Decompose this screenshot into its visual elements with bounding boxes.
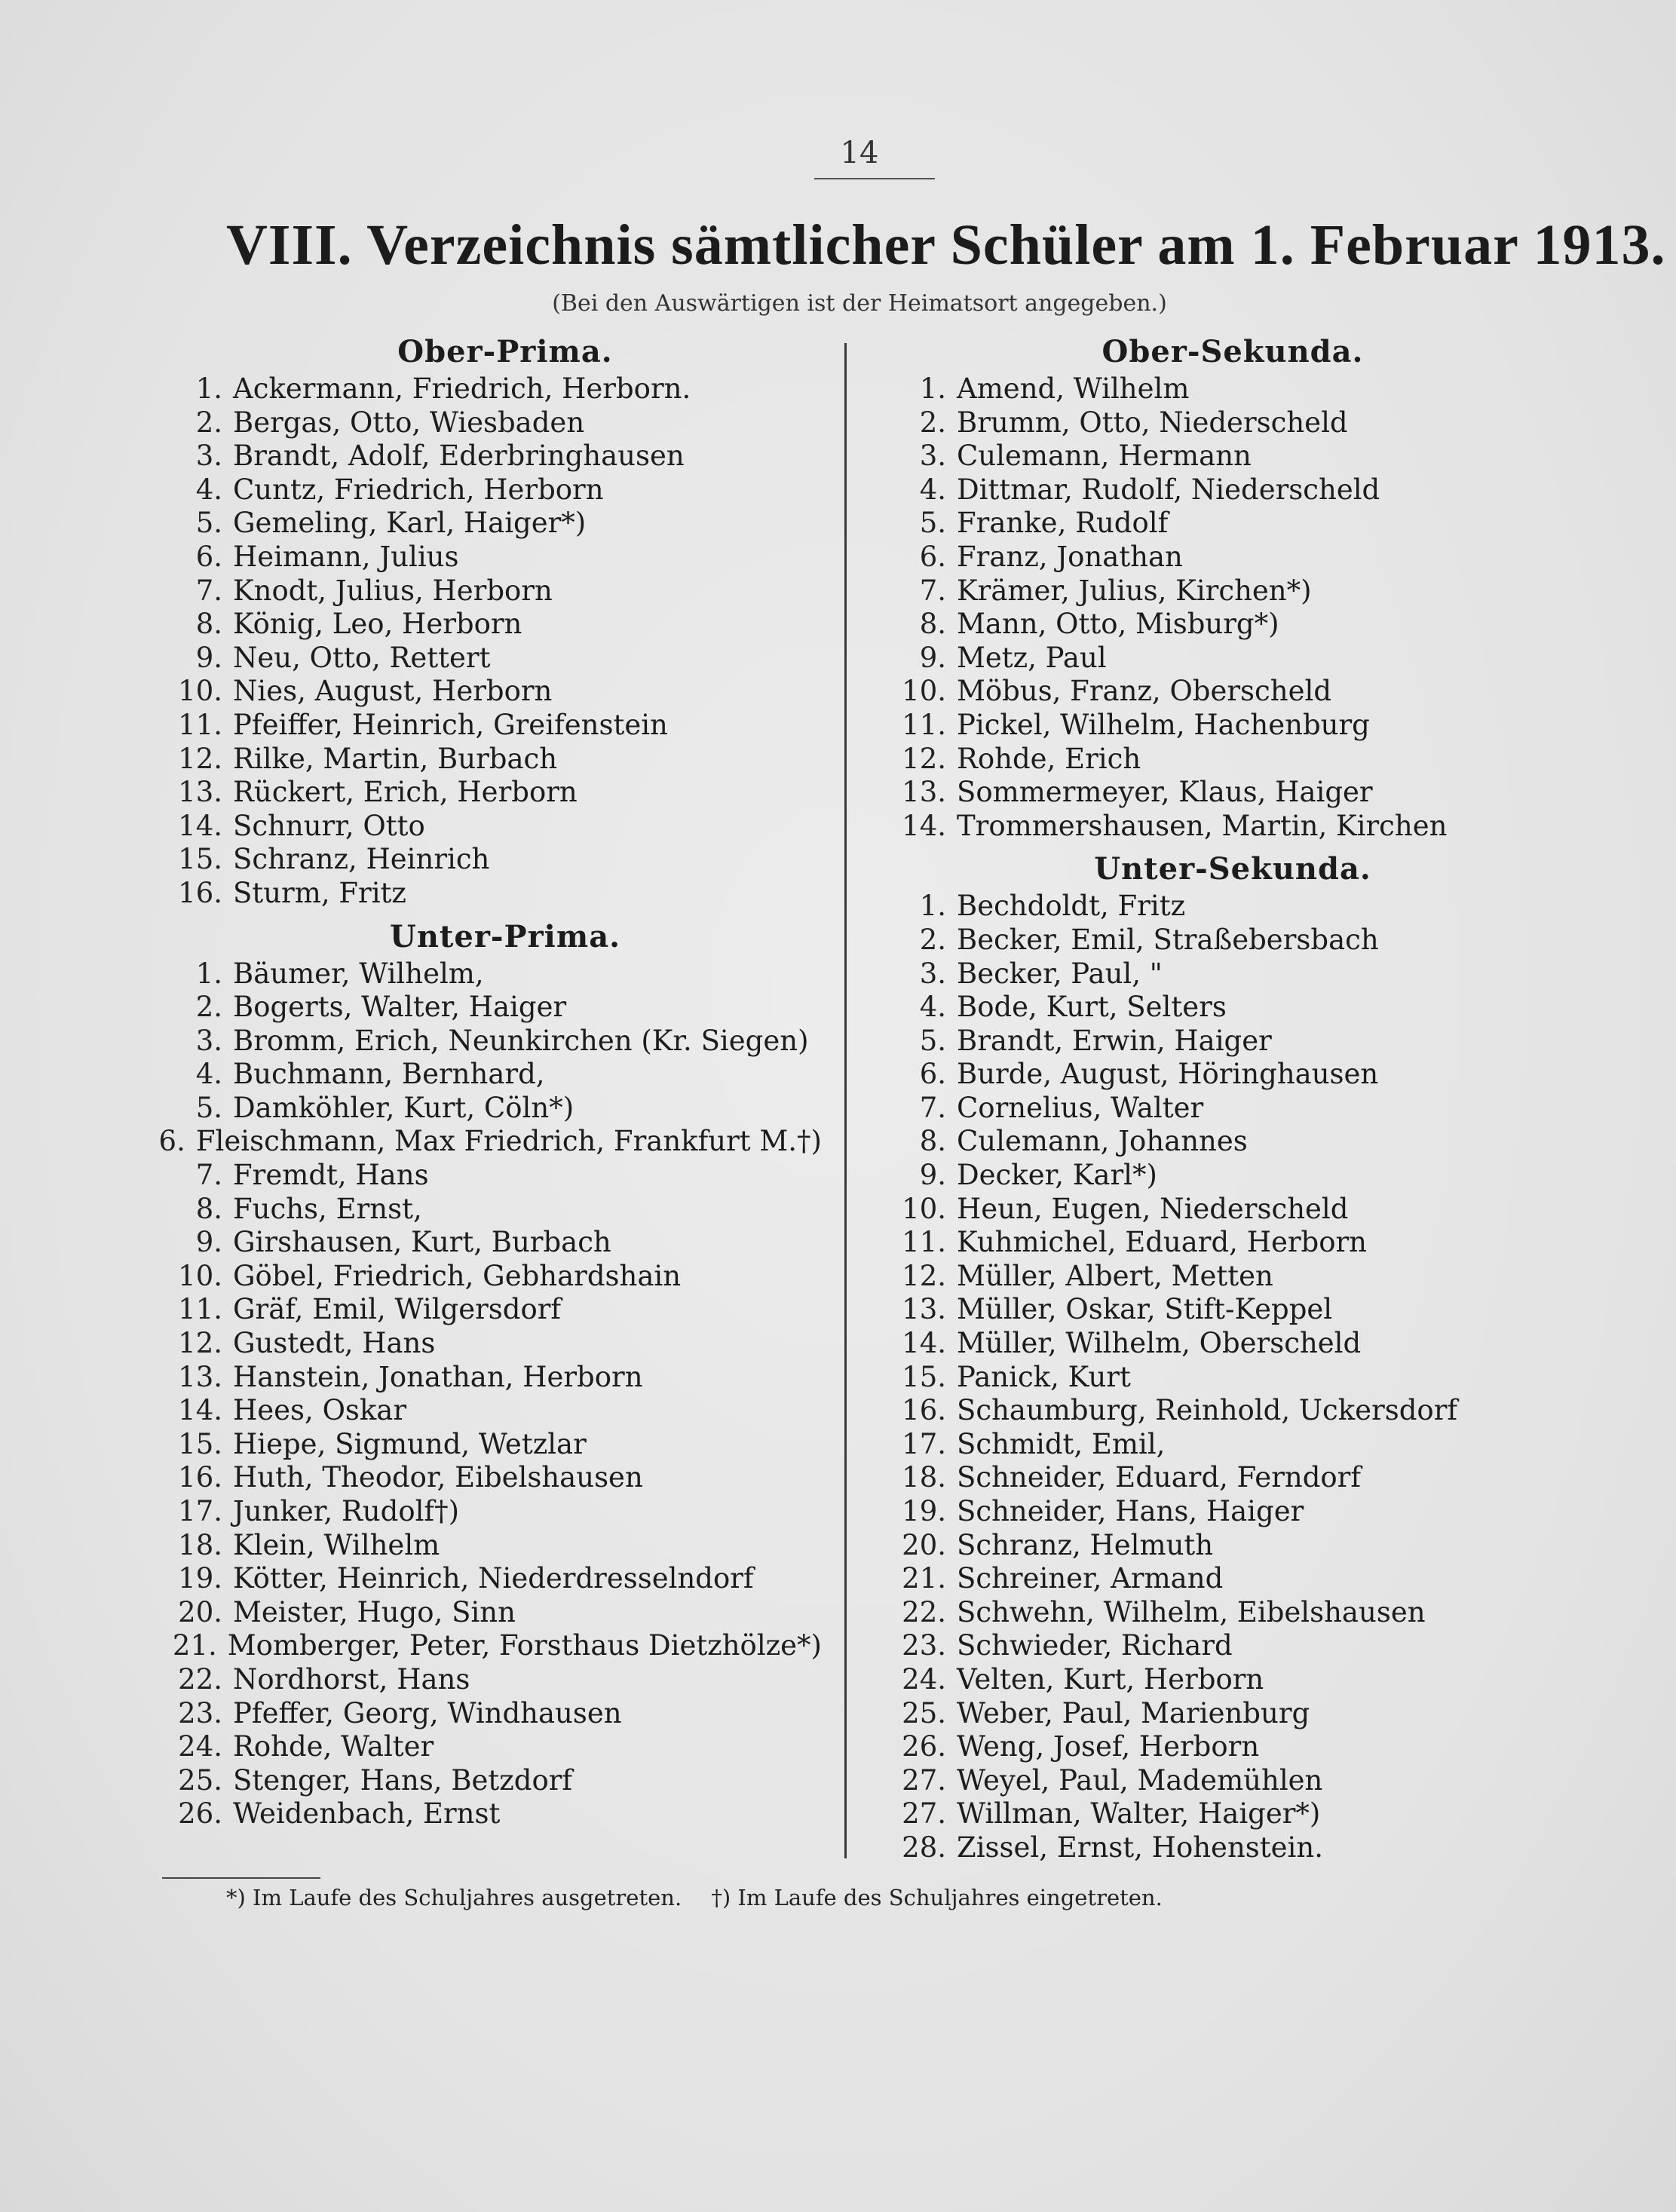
student-number: 27. — [902, 1797, 946, 1831]
student-number: 10. — [902, 675, 946, 708]
student-name: Zissel, Ernst, Hohenstein. — [957, 1831, 1323, 1864]
student-number: 25. — [178, 1763, 222, 1797]
student-number: 8. — [919, 608, 946, 641]
student-entry — [158, 541, 822, 574]
student-name: Fuchs, Ernst, — [233, 1192, 422, 1225]
student-number: 26. — [178, 1797, 222, 1831]
section-heading-ober-prima: Ober-Prima. — [397, 334, 613, 369]
student-list-ober-sekunda — [882, 372, 1583, 843]
student-number: 9. — [919, 1159, 946, 1192]
student-entry — [158, 1159, 822, 1193]
student-number: 12. — [178, 1327, 222, 1360]
student-number: 13. — [178, 776, 222, 809]
student-name: Schwehn, Wilhelm, Eibelshausen — [957, 1595, 1426, 1628]
student-name: Fremdt, Hans — [233, 1159, 429, 1192]
student-name: Brandt, Adolf, Ederbringhausen — [233, 440, 685, 473]
student-name: Franz, Jonathan — [957, 540, 1183, 573]
student-entry — [882, 1193, 1583, 1227]
student-entry — [158, 1461, 822, 1495]
student-entry — [158, 1764, 822, 1798]
student-name: Schranz, Heinrich — [233, 843, 490, 876]
footnotes — [226, 1885, 1508, 1910]
student-name: Sturm, Fritz — [233, 876, 406, 909]
student-name: Buchmann, Bernhard, — [233, 1058, 545, 1091]
student-number: 3. — [195, 1024, 222, 1057]
student-number: 27. — [902, 1763, 946, 1797]
student-name: Culemann, Hermann — [957, 440, 1252, 473]
student-name: Schneider, Eduard, Ferndorf — [957, 1461, 1362, 1494]
student-entry — [158, 1092, 822, 1126]
student-name: Pfeffer, Georg, Windhausen — [233, 1696, 622, 1729]
student-number: 10. — [902, 1192, 946, 1225]
student-name: Willman, Walter, Haiger*) — [957, 1797, 1321, 1831]
student-number: 1. — [195, 957, 222, 990]
student-name: Klein, Wilhelm — [233, 1528, 440, 1561]
student-name: Weyel, Paul, Mademühlen — [957, 1763, 1323, 1797]
student-number: 14. — [902, 809, 946, 842]
student-entry — [158, 574, 822, 608]
student-entry — [882, 1260, 1583, 1294]
student-entry — [882, 1596, 1583, 1630]
student-number: 4. — [195, 473, 222, 506]
student-entry — [882, 440, 1583, 473]
student-number: 10. — [178, 675, 222, 708]
student-number: 6. — [919, 1058, 946, 1091]
student-name: Bogerts, Walter, Haiger — [233, 991, 567, 1024]
student-number: 3. — [919, 957, 946, 990]
student-number: 15. — [178, 843, 222, 876]
student-name: Culemann, Johannes — [957, 1125, 1248, 1158]
student-name: Sommermeyer, Klaus, Haiger — [957, 776, 1373, 809]
student-entry — [882, 1226, 1583, 1260]
student-entry — [882, 1562, 1583, 1596]
student-number: 14. — [178, 809, 222, 842]
student-entry — [882, 957, 1583, 991]
student-number: 25. — [902, 1696, 946, 1729]
student-number: 24. — [902, 1662, 946, 1696]
student-name: Burde, August, Höringhausen — [957, 1058, 1379, 1091]
student-name: Möbus, Franz, Oberscheld — [957, 675, 1332, 708]
student-number: 15. — [178, 1427, 222, 1460]
student-name: König, Leo, Herborn — [233, 608, 522, 641]
student-name: Huth, Theodor, Eibelshausen — [233, 1461, 643, 1494]
student-name: Mann, Otto, Misburg*) — [957, 608, 1279, 641]
student-entry — [882, 541, 1583, 574]
student-number: 1. — [919, 372, 946, 405]
student-entry — [882, 1394, 1583, 1428]
student-name: Meister, Hugo, Sinn — [233, 1595, 516, 1628]
student-number: 17. — [902, 1427, 946, 1460]
student-entry — [882, 1629, 1583, 1663]
student-number: 1. — [919, 890, 946, 923]
student-name: Dittmar, Rudolf, Niederscheld — [957, 473, 1380, 506]
student-name: Nordhorst, Hans — [233, 1662, 470, 1696]
student-entry — [882, 709, 1583, 743]
footnote-joined: †) Im Laufe des Schuljahres eingetreten. — [711, 1885, 1163, 1910]
student-entry — [158, 1797, 822, 1831]
student-name: Franke, Rudolf — [957, 507, 1169, 540]
student-number: 17. — [178, 1495, 222, 1527]
student-number: 13. — [178, 1360, 222, 1393]
student-number: 1. — [195, 372, 222, 405]
student-entry — [882, 1025, 1583, 1059]
student-name: Amend, Wilhelm — [957, 372, 1190, 405]
student-number: 23. — [178, 1696, 222, 1729]
student-entry — [882, 1697, 1583, 1731]
page-number-rule — [814, 178, 935, 179]
student-name: Pfeiffer, Heinrich, Greifenstein — [233, 708, 668, 741]
student-name: Rohde, Walter — [233, 1730, 434, 1763]
student-number: 12. — [178, 742, 222, 775]
student-name: Girshausen, Kurt, Burbach — [233, 1226, 611, 1259]
student-number: 26. — [902, 1730, 946, 1763]
student-number: 22. — [178, 1662, 222, 1696]
student-number: 20. — [902, 1528, 946, 1561]
student-entry — [158, 372, 822, 406]
student-number: 11. — [902, 1226, 946, 1259]
student-name: Brumm, Otto, Niederscheld — [957, 406, 1348, 439]
student-entry — [882, 1797, 1583, 1831]
student-name: Müller, Oskar, Stift-Keppel — [957, 1293, 1333, 1326]
student-number: 9. — [195, 641, 222, 674]
student-entry — [882, 1663, 1583, 1697]
student-name: Ackermann, Friedrich, Herborn. — [233, 372, 691, 405]
student-name: Müller, Wilhelm, Oberscheld — [957, 1327, 1362, 1360]
student-number: 5. — [195, 1091, 222, 1124]
student-entry — [882, 507, 1583, 541]
student-name: Bromm, Erich, Neunkirchen (Kr. Siegen) — [233, 1024, 809, 1057]
student-number: 14. — [902, 1327, 946, 1360]
student-number: 19. — [902, 1495, 946, 1527]
student-number: 15. — [902, 1360, 946, 1393]
student-entry — [882, 1293, 1583, 1327]
student-number: 3. — [195, 440, 222, 473]
student-number: 18. — [178, 1528, 222, 1561]
student-entry — [158, 1327, 822, 1361]
student-entry — [882, 1730, 1583, 1764]
student-entry — [882, 1428, 1583, 1462]
page-title: VIII. Verzeichnis sämtlicher Schüler am 1. Februar 1913. — [226, 213, 1666, 277]
student-number: 4. — [195, 1058, 222, 1091]
student-number: 12. — [902, 742, 946, 775]
left-column — [158, 332, 822, 1831]
student-name: Schmidt, Emil, — [957, 1427, 1166, 1460]
student-entry — [158, 1058, 822, 1092]
student-name: Müller, Albert, Metten — [957, 1259, 1273, 1292]
student-name: Gustedt, Hans — [233, 1327, 436, 1360]
page-subtitle: (Bei den Auswärtigen ist der Heimatsort angegeben.) — [552, 290, 1167, 317]
student-entry — [158, 440, 822, 473]
student-name: Momberger, Peter, Forsthaus Dietzhölze*) — [227, 1629, 822, 1662]
student-entry — [882, 675, 1583, 709]
student-name: Weidenbach, Ernst — [233, 1797, 501, 1831]
student-entry — [158, 991, 822, 1025]
student-name: Kuhmichel, Eduard, Herborn — [957, 1226, 1368, 1259]
student-entry — [158, 608, 822, 642]
student-number: 23. — [902, 1629, 946, 1662]
student-number: 16. — [902, 1394, 946, 1427]
student-entry — [158, 1125, 822, 1159]
student-name: Heimann, Julius — [233, 540, 459, 573]
student-entry — [882, 372, 1583, 406]
student-entry — [882, 776, 1583, 810]
student-entry — [158, 776, 822, 810]
student-number: 6. — [195, 540, 222, 573]
student-entry — [882, 810, 1583, 844]
student-entry — [158, 406, 822, 440]
student-name: Fleischmann, Max Friedrich, Frankfurt M.†) — [195, 1125, 822, 1158]
student-entry — [882, 924, 1583, 957]
student-name: Hees, Oskar — [233, 1394, 407, 1427]
student-name: Bäumer, Wilhelm, — [233, 957, 484, 990]
student-entry — [158, 1730, 822, 1764]
student-number: 13. — [902, 776, 946, 809]
student-number: 20. — [178, 1595, 222, 1628]
section-heading-unter-prima: Unter-Prima. — [389, 918, 621, 954]
student-number: 13. — [902, 1293, 946, 1326]
student-entry — [158, 1361, 822, 1395]
student-name: Hanstein, Jonathan, Herborn — [233, 1360, 643, 1393]
student-number: 19. — [178, 1562, 222, 1595]
student-entry — [882, 1461, 1583, 1495]
student-entry — [158, 1428, 822, 1462]
student-list-ober-prima — [158, 372, 822, 911]
student-list-unter-sekunda — [882, 890, 1583, 1864]
student-entry — [882, 473, 1583, 507]
student-entry — [882, 1092, 1583, 1126]
student-name: Metz, Paul — [957, 641, 1107, 674]
student-entry — [158, 1629, 822, 1663]
student-number: 8. — [195, 608, 222, 641]
student-name: Schwieder, Richard — [957, 1629, 1233, 1662]
student-entry — [882, 574, 1583, 608]
student-name: Rilke, Martin, Burbach — [233, 742, 558, 775]
student-name: Velten, Kurt, Herborn — [957, 1662, 1264, 1696]
student-entry — [882, 991, 1583, 1025]
student-name: Schnurr, Otto — [233, 809, 425, 842]
page-number: 14 — [840, 136, 879, 170]
student-name: Junker, Rudolf†) — [233, 1495, 460, 1527]
student-entry — [882, 1529, 1583, 1563]
student-name: Heun, Eugen, Niederscheld — [957, 1192, 1349, 1225]
student-name: Becker, Emil, Straßebersbach — [957, 923, 1379, 956]
student-entry — [158, 743, 822, 777]
student-entry — [158, 709, 822, 743]
student-number: 11. — [902, 708, 946, 741]
student-number: 16. — [178, 876, 222, 909]
student-number: 8. — [195, 1192, 222, 1225]
student-name: Kötter, Heinrich, Niederdresselndorf — [233, 1562, 754, 1595]
student-entry — [882, 406, 1583, 440]
student-number: 6. — [919, 540, 946, 573]
student-name: Panick, Kurt — [957, 1360, 1131, 1393]
student-name: Rückert, Erich, Herborn — [233, 776, 578, 809]
student-number: 22. — [902, 1595, 946, 1628]
student-entry — [158, 1697, 822, 1731]
student-number: 5. — [919, 1024, 946, 1057]
student-entry — [882, 1058, 1583, 1092]
right-column — [882, 332, 1583, 1865]
student-number: 24. — [178, 1730, 222, 1763]
student-name: Becker, Paul, " — [957, 957, 1163, 990]
column-divider — [844, 343, 847, 1858]
student-number: 2. — [919, 406, 946, 439]
footnote-rule — [162, 1877, 320, 1879]
student-number: 11. — [178, 708, 222, 741]
student-entry — [158, 1226, 822, 1260]
student-number: 18. — [902, 1461, 946, 1494]
student-name: Damköhler, Kurt, Cöln*) — [233, 1091, 574, 1124]
student-entry — [158, 1663, 822, 1697]
section-heading-ober-sekunda: Ober-Sekunda. — [1102, 334, 1364, 369]
student-entry — [158, 1495, 822, 1529]
student-name: Schranz, Helmuth — [957, 1528, 1214, 1561]
student-number: 21. — [172, 1629, 217, 1662]
student-entry — [158, 1260, 822, 1294]
student-number: 7. — [195, 1159, 222, 1192]
student-name: Gemeling, Karl, Haiger*) — [233, 507, 587, 540]
student-name: Pickel, Wilhelm, Hachenburg — [957, 708, 1370, 741]
student-number: 2. — [919, 923, 946, 956]
student-name: Cornelius, Walter — [957, 1091, 1204, 1124]
student-name: Knodt, Julius, Herborn — [233, 574, 553, 607]
student-entry — [158, 675, 822, 709]
student-number: 7. — [919, 574, 946, 607]
student-entry — [882, 642, 1583, 676]
section-heading-unter-sekunda: Unter-Sekunda. — [1094, 851, 1371, 887]
student-name: Nies, August, Herborn — [233, 675, 553, 708]
student-name: Neu, Otto, Rettert — [233, 641, 491, 674]
student-number: 4. — [919, 991, 946, 1024]
student-name: Weng, Josef, Herborn — [957, 1730, 1260, 1763]
student-number: 9. — [919, 641, 946, 674]
student-number: 5. — [919, 507, 946, 540]
student-entry — [158, 1596, 822, 1630]
student-name: Schneider, Hans, Haiger — [957, 1495, 1304, 1527]
student-name: Trommershausen, Martin, Kirchen — [957, 809, 1448, 842]
student-number: 12. — [902, 1259, 946, 1292]
student-name: Bergas, Otto, Wiesbaden — [233, 406, 585, 439]
student-entry — [158, 507, 822, 541]
student-entry — [158, 1562, 822, 1596]
student-number: 3. — [919, 440, 946, 473]
student-entry — [882, 1495, 1583, 1529]
student-number: 10. — [178, 1259, 222, 1292]
student-entry — [158, 810, 822, 844]
student-entry — [882, 1361, 1583, 1395]
student-number: 5. — [195, 507, 222, 540]
student-entry — [882, 1764, 1583, 1798]
footnote-withdrawn: *) Im Laufe des Schuljahres ausgetreten. — [226, 1885, 682, 1910]
student-name: Stenger, Hans, Betzdorf — [233, 1763, 573, 1797]
student-number: 2. — [195, 991, 222, 1024]
student-number: 9. — [195, 1226, 222, 1259]
student-number: 14. — [178, 1394, 222, 1427]
student-name: Bechdoldt, Fritz — [957, 890, 1186, 923]
student-name: Decker, Karl*) — [957, 1159, 1157, 1192]
student-number: 8. — [919, 1125, 946, 1158]
student-entry — [158, 1025, 822, 1059]
student-name: Hiepe, Sigmund, Wetzlar — [233, 1427, 587, 1460]
student-entry — [882, 608, 1583, 642]
student-name: Rohde, Erich — [957, 742, 1141, 775]
student-name: Cuntz, Friedrich, Herborn — [233, 473, 604, 506]
student-entry — [158, 1193, 822, 1227]
student-name: Brandt, Erwin, Haiger — [957, 1024, 1272, 1057]
student-number: 21. — [902, 1562, 946, 1595]
student-entry — [158, 642, 822, 676]
student-name: Schaumburg, Reinhold, Uckersdorf — [957, 1394, 1458, 1427]
student-name: Göbel, Friedrich, Gebhardshain — [233, 1259, 682, 1292]
student-number: 6. — [158, 1125, 185, 1158]
student-name: Schreiner, Armand — [957, 1562, 1224, 1595]
student-name: Bode, Kurt, Selters — [957, 991, 1227, 1024]
student-number: 4. — [919, 473, 946, 506]
student-list-unter-prima — [158, 957, 822, 1831]
student-entry — [158, 1293, 822, 1327]
student-entry — [158, 1529, 822, 1563]
student-entry — [882, 890, 1583, 924]
student-entry — [882, 1831, 1583, 1865]
student-entry — [882, 1125, 1583, 1159]
student-entry — [882, 1159, 1583, 1193]
student-number: 7. — [919, 1091, 946, 1124]
student-name: Weber, Paul, Marienburg — [957, 1696, 1310, 1729]
student-entry — [158, 877, 822, 911]
student-entry — [158, 843, 822, 877]
student-name: Krämer, Julius, Kirchen*) — [957, 574, 1312, 607]
student-entry — [158, 957, 822, 991]
student-entry — [158, 473, 822, 507]
student-name: Gräf, Emil, Wilgersdorf — [233, 1293, 562, 1326]
student-number: 7. — [195, 574, 222, 607]
student-entry — [158, 1394, 822, 1428]
student-number: 28. — [902, 1831, 946, 1864]
student-number: 11. — [178, 1293, 222, 1326]
student-entry — [882, 1327, 1583, 1361]
student-number: 16. — [178, 1461, 222, 1494]
student-number: 2. — [195, 406, 222, 439]
student-entry — [882, 743, 1583, 777]
